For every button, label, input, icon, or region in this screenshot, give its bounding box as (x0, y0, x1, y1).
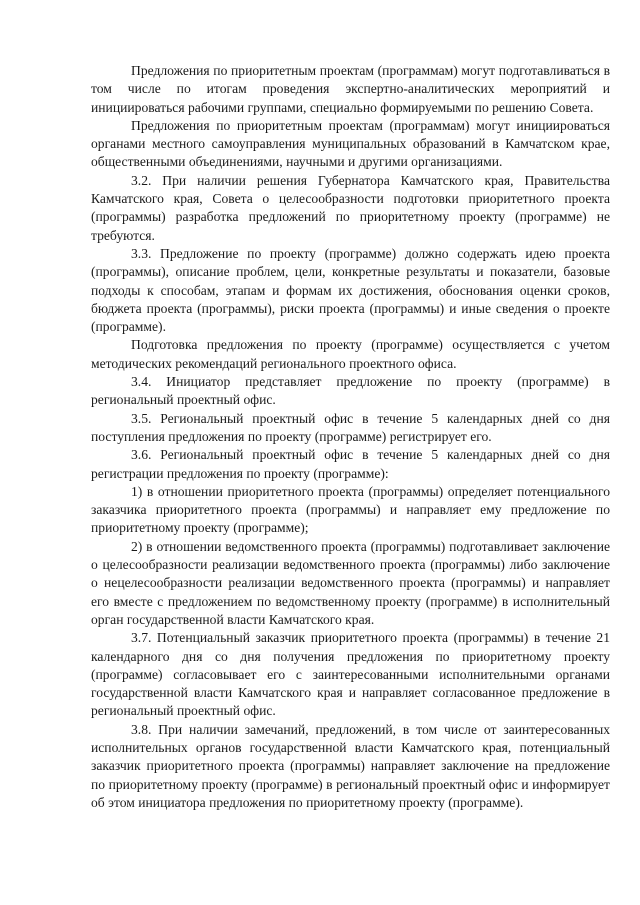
paragraph-3-6-item-1: 1) в отношении приоритетного проекта (программы) определяет потенциального заказчика приоритетного проекта (программы) и направляет ему предложение по приоритетному проекту (программе); (91, 483, 610, 536)
paragraph-3-7: 3.7. Потенциальный заказчик приоритетного проекта (программы) в течение 21 календарного дня со дня получения предложения по приоритетному проекту (программе) согласовывает его с заинтересованными исполнительными органами государственной власти Камчатского края и направляет согласованное предложение в региональный проектный офис. (91, 630, 610, 719)
paragraph-proposals-initiators: Предложения по приоритетным проектам (программам) могут инициироваться органами местного самоуправления муниципальных образований в Камчатском крае, общественными объединениями, научными и другими организациями. (91, 117, 610, 170)
document-body (91, 62, 610, 812)
paragraph-3-3: 3.3. Предложение по проекту (программе) должно содержать идею проекта (программы), описание проблем, цели, конкретные результаты и показатели, базовые подходы к способам, этапам и формам их достижения, обоснования оценки сроков, бюджета проекта (программы), риски проекта (программы) и иные сведения о проекте (программе). (91, 245, 610, 335)
paragraph-3-6-item-2: 2) в отношении ведомственного проекта (программы) подготавливает заключение о целесообразности реализации ведомственного проекта (программы) либо заключение о нецелесообразности реализации ведомственного проекта (программы) и направляет его вместе с предложением по ведомственному проекту (программе) в исполнительный орган государственной власти Камчатского края. (91, 538, 610, 627)
paragraph-3-4: 3.4. Инициатор представляет предложение по проекту (программе) в региональный проектный офис. (91, 374, 610, 408)
paragraph-3-2: 3.2. При наличии решения Губернатора Камчатского края, Правительства Камчатского края, Совета о целесообразности подготовки приоритетного проекта (программы) разработка предложений по приоритетному проекту (программе) не требуются. (91, 172, 610, 243)
paragraph-proposals-preparation: Предложения по приоритетным проектам (программам) могут подготавливаться в том числе по итогам проведения экспертно-аналитических мероприятий и инициироваться рабочими группами, специально формируемыми по решению Совета. (91, 63, 610, 115)
paragraph-methodical-recommendations: Подготовка предложения по проекту (программе) осуществляется с учетом методических рекомендаций регионального проектного офиса. (91, 337, 610, 371)
paragraph-3-5: 3.5. Региональный проектный офис в течение 5 календарных дней со дня поступления предложения по проекту (программе) регистрирует его. (91, 410, 610, 444)
paragraph-3-6: 3.6. Региональный проектный офис в течение 5 календарных дней со дня регистрации предложения по проекту (программе): (91, 447, 610, 481)
paragraph-3-8: 3.8. При наличии замечаний, предложений, в том числе от заинтересованных исполнительных органов государственной власти Камчатского края, потенциальный заказчик приоритетного проекта (программы) направляет заключение на предложение по приоритетному проекту (программе) в региональный проектный офис и информирует об этом инициатора предложения по приоритетному проекту (программе). (91, 721, 610, 810)
